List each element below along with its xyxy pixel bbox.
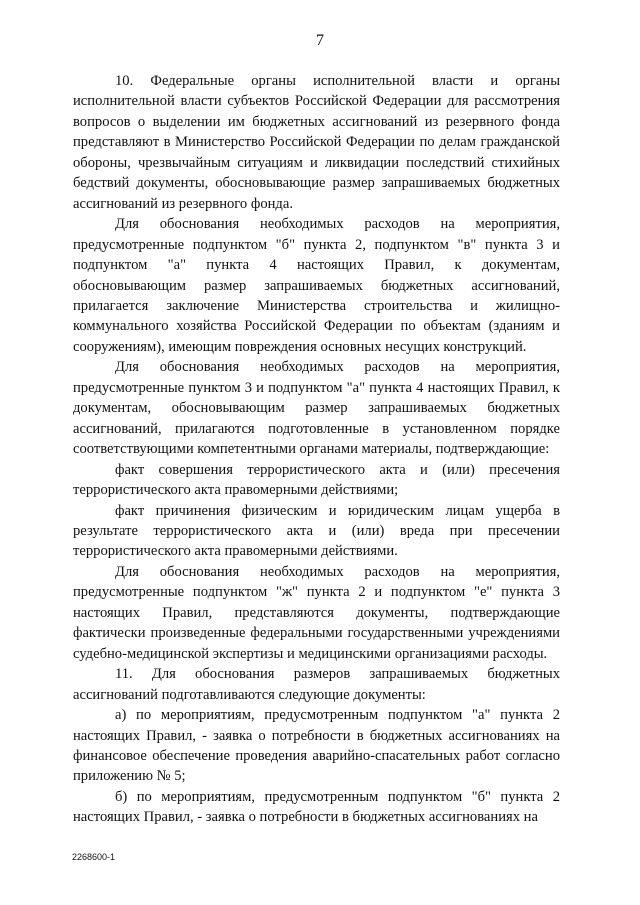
paragraph-terror-justification: Для обоснования необходимых расходов на мероприятия, предусмотренные пунктом 3 и подпунктом "а" пункта 4 настоящих Правил, к документам, обосновывающим размер запрашиваемых бюджетных ассигнований, прилагаются подготовленные в установленном порядке соответствующими компетентными органами материалы, подтверждающие: <box>73 359 560 458</box>
paragraph-damage-fact: факт причинения физическим и юридическим лицам ущерба в результате террористического акта и (или) вреда при пресечении террористического акта правомерными действиями. <box>73 502 560 560</box>
paragraph-11-b: б) по мероприятиям, предусмотренным подпунктом "б" пункта 2 настоящих Правил, - заявка о потребности в бюджетных ассигнованиях на <box>73 788 560 826</box>
paragraph-10: 10. Федеральные органы исполнительной власти и органы исполнительной власти субъектов Российской Федерации для рассмотрения вопросов о выделении им бюджетных ассигнований из резервного фонда представляют в Министерство Российской Федерации по делам гражданской обороны, чрезвычайным ситуациям и ликвидации последствий стихийных бедствий документы, обосновывающие размер запрашиваемых бюджетных ассигнований из резервного фонда. <box>73 73 560 212</box>
document-body <box>73 71 560 828</box>
paragraph-11-a: а) по мероприятиям, предусмотренным подпунктом "а" пункта 2 настоящих Правил, - заявка о потребности в бюджетных ассигнованиях на финансовое обеспечение проведения аварийно-спасательных работ согласно приложению № 5; <box>73 707 560 785</box>
paragraph-11: 11. Для обоснования размеров запрашиваемых бюджетных ассигнований подготавливаются следующие документы: <box>73 666 560 703</box>
page-number: 7 <box>316 32 324 49</box>
paragraph-reserve-justification: Для обоснования необходимых расходов на мероприятия, предусмотренные подпунктом "б" пункта 2, подпунктом "в" пункта 3 и подпунктом "а" пункта 4 настоящих Правил, к документам, обосновывающим размер запрашиваемых бюджетных ассигнований, прилагается заключение Министерства строительства и жилищно-коммунального хозяйства Российской Федерации по объектам (зданиям и сооружениям), имеющим повреждения основных несущих конструкций. <box>73 216 560 355</box>
paragraph-terror-fact: факт совершения террористического акта и (или) пресечения террористического акта правомерными действиями; <box>73 461 560 499</box>
document-code: 2268600-1 <box>72 852 116 862</box>
paragraph-forensic-expenses: Для обоснования необходимых расходов на мероприятия, предусмотренные подпунктом "ж" пункта 2 и подпунктом "е" пункта 3 настоящих Правил, представляются документы, подтверждающие фактически произведенные федеральными государственными учреждениями судебно-медицинской экспертизы и медицинскими организациями расходы. <box>73 563 560 662</box>
